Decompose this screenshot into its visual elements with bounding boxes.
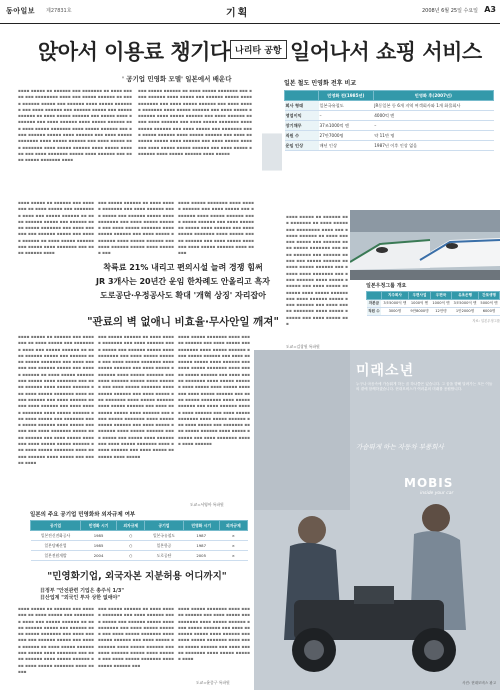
masthead — [0, 0, 500, 24]
comparison-table — [284, 90, 494, 151]
table-cell: 운임 인상 — [285, 141, 319, 151]
table-row — [31, 531, 248, 541]
section-title: 기획 — [226, 8, 250, 19]
table-row — [285, 101, 494, 111]
table-header-cell: 공기업 — [145, 521, 183, 531]
article-body-block: ▪▪▪▪ ▪▪▪▪▪ ▪▪ ▪▪▪▪▪▪ ▪▪▪ ▪▪▪▪▪▪▪ ▪▪ ▪▪▪▪ ▪▪▪▪▪ ▪▪▪ ▪▪▪▪▪▪▪▪ ▪▪▪▪ ▪▪▪ ▪▪▪▪▪ ▪▪▪▪▪▪ ▪▪ ▪▪▪▪ ▪▪▪▪▪▪ ▪▪▪▪▪ ▪▪▪ ▪▪▪▪▪▪ ▪▪▪▪ ▪▪▪▪▪ ▪▪▪▪▪▪▪ ▪▪▪ ▪▪▪▪ ▪▪▪▪▪▪ ▪▪▪ ▪▪▪▪▪▪ ▪▪▪▪▪ ▪▪▪ ▪▪▪▪▪ ▪▪▪▪▪▪ ▪▪ ▪▪▪▪ ▪▪▪▪▪ ▪▪▪▪▪▪ ▪▪▪ ▪▪▪▪▪ ▪▪▪▪ ▪▪▪▪▪▪▪ ▪▪▪ ▪▪▪▪ ▪▪▪▪▪▪ ▪▪▪▪ ▪▪▪▪▪ ▪▪▪▪▪▪ ▪▪▪ ▪▪▪▪ ▪▪▪▪▪ ▪▪▪▪▪▪▪ ▪▪▪▪ ▪▪▪▪▪ ▪▪▪▪▪▪ ▪▪▪ ▪▪▪▪ ▪▪▪▪▪▪ ▪▪▪▪▪ ▪▪▪▪ ▪▪▪▪▪▪ ▪▪▪ ▪▪▪▪ ▪▪▪▪▪ ▪▪▪▪▪▪▪ ▪▪▪▪ ▪▪▪▪▪ ▪▪▪▪▪▪ ▪▪▪ ▪▪▪▪ ▪▪▪▪▪ ▪▪▪ ▪▪▪▪▪▪▪ ▪▪▪▪ ▪▪▪▪▪ ▪▪▪▪▪▪ ▪▪▪▪ ▪▪▪▪▪ ▪▪▪▪▪▪ ▪▪▪ ▪▪▪▪ ▪▪▪▪▪▪▪ ▪▪▪▪▪ ▪▪▪▪ ▪▪▪▪▪▪ ▪▪▪ ▪▪▪▪ ▪▪▪▪▪ ▪▪▪▪▪▪▪ ▪▪▪▪ ▪▪▪▪▪ ▪▪▪▪▪ ▪▪▪▪▪▪ ▪▪▪ ▪▪▪▪ ▪▪▪▪▪ ▪▪▪▪▪▪▪ ▪▪▪▪ ▪▪▪▪▪ ▪▪▪▪▪▪ ▪▪▪▪ ▪▪▪▪▪ ▪▪▪ ▪▪▪▪▪ ▪▪▪▪ — [18, 334, 94, 465]
table-row — [285, 121, 494, 131]
headline-left: 앉아서 이용료 챙기다 — [38, 40, 230, 64]
deck-line-3: 도로공단·우정공사도 확대 '개혁 상징' 자리잡아 — [100, 291, 266, 300]
table-cell: 일본전신전화공사 — [31, 531, 81, 541]
table-cell: ○ — [117, 551, 145, 561]
headline-right: 일어나서 쇼핑 서비스 — [290, 40, 482, 64]
table-row — [31, 541, 248, 551]
table-cell: 약 11만 명 — [373, 131, 493, 141]
table-cell: ○ — [117, 531, 145, 541]
table-header-cell: 유초은행 — [451, 292, 478, 300]
table-header-cell: 민영화 전(1985년) — [319, 91, 374, 101]
comparison-title: 일본 철도 민영화 전후 비교 — [284, 80, 357, 87]
section-subdeck — [40, 588, 124, 602]
table-header-cell — [285, 91, 319, 101]
deck-line-1: 착륙료 21% 내리고 편의시설 늘려 경쟁 힘써 — [103, 263, 263, 272]
table-cell: 1만2000명 — [451, 308, 478, 316]
ad-body: 누구나 마음속에 가슴뛰게 하는 꿈 하나쯤은 있습니다. 그 꿈을 향해 달려가는 모든 이들의 곁에 함께하겠습니다. 현대모비스가 여러분의 미래를 응원합니다. — [356, 382, 493, 392]
investment-table-title: 일본의 주요 공기업 민영화와 외자규제 여부 — [30, 512, 136, 518]
table-cell: 일본전원개발 — [31, 551, 81, 561]
table-header-cell: 공기업 — [31, 521, 81, 531]
article-body-block: ▪▪▪▪ ▪▪▪▪▪ ▪▪ ▪▪▪▪▪▪ ▪▪▪ ▪▪▪▪▪▪▪ ▪▪ ▪▪▪▪ ▪▪▪▪▪ ▪▪▪ ▪▪▪▪▪▪▪▪ ▪▪▪▪ ▪▪▪ ▪▪▪▪▪ ▪▪▪▪▪▪ ▪▪ ▪▪▪▪ ▪▪▪▪▪▪ ▪▪▪▪▪ ▪▪▪ ▪▪▪▪▪▪ ▪▪▪▪ ▪▪▪▪▪ ▪▪▪▪▪▪▪ ▪▪▪ ▪▪▪▪ ▪▪▪▪▪▪ ▪▪▪ ▪▪▪▪▪▪ ▪▪▪▪▪ ▪▪▪ ▪▪▪▪▪ ▪▪▪▪▪▪ ▪▪ ▪▪▪▪ ▪▪▪▪▪ ▪▪▪▪▪▪ ▪▪▪ ▪▪▪▪▪ ▪▪▪▪ ▪▪▪▪▪▪▪ ▪▪▪ ▪▪▪▪ ▪▪▪▪▪▪ ▪▪▪▪ ▪▪▪▪▪ ▪▪▪▪▪▪ ▪▪▪ ▪▪▪▪ ▪▪▪▪▪ ▪▪▪▪▪▪▪ ▪▪▪▪ ▪▪▪▪▪ ▪▪▪▪▪▪ ▪▪▪ ▪▪▪▪ ▪▪▪▪▪▪ ▪▪▪▪▪ ▪▪▪▪ ▪▪▪▪▪▪ ▪▪▪ ▪▪▪▪ ▪▪▪▪▪ ▪▪▪▪▪▪▪ ▪▪▪▪ ▪▪▪▪▪ ▪▪▪▪▪▪ ▪▪▪ ▪▪▪▪ ▪▪▪▪▪ ▪▪▪ — [286, 214, 348, 327]
mobis-logo: MOBIS — [404, 476, 454, 490]
table-cell: 자본금 — [367, 300, 382, 308]
investment-table — [30, 520, 248, 561]
table-cell: 일본항공 — [145, 541, 183, 551]
table-cell: 1987 — [183, 541, 219, 551]
table-cell: JR동일본 등 6개 지역 여객회사와 1개 화물회사 — [373, 101, 493, 111]
japan-post-overview — [366, 282, 500, 344]
table-cell: 2005 — [183, 551, 219, 561]
table-cell: 3조5000억 엔 — [451, 300, 478, 308]
table-source: 자료: 일본우정그룹 — [472, 319, 500, 323]
table-cell: 4000억 엔 — [373, 111, 493, 121]
table-cell: 1985 — [80, 531, 116, 541]
table-cell: 12만명 — [431, 308, 452, 316]
table-cell: 1000억 엔 — [431, 300, 452, 308]
ad-caption: 사진: 현대모비스 광고 — [462, 681, 496, 685]
table-header-cell: 외자규제 — [219, 521, 247, 531]
table-cell: – — [319, 111, 374, 121]
article-body-block: ▪▪▪ ▪▪▪▪▪ ▪▪▪▪▪▪ ▪▪ ▪▪▪▪ ▪▪▪▪▪ ▪▪▪▪▪▪▪ ▪▪▪ ▪▪▪▪ ▪▪▪▪▪▪ ▪▪▪▪ ▪▪▪▪▪ ▪▪▪ ▪▪▪▪▪▪ ▪▪▪▪▪ ▪▪▪▪ ▪▪▪▪▪▪▪ ▪▪▪ ▪▪▪▪ ▪▪▪▪▪ ▪▪▪▪▪▪ ▪▪▪ ▪▪▪▪ ▪▪▪▪▪ ▪▪▪▪▪▪▪ ▪▪▪▪ ▪▪▪▪▪ ▪▪▪▪▪▪ ▪▪▪ ▪▪▪▪ ▪▪▪▪▪ ▪▪▪▪▪▪▪ ▪▪▪▪ ▪▪▪▪▪ ▪▪▪▪▪▪ ▪▪▪ ▪▪▪▪ ▪▪▪▪▪▪ ▪▪▪▪▪ ▪▪▪▪ ▪▪▪▪▪▪ ▪▪▪ ▪▪▪▪ ▪▪▪▪▪ ▪▪▪▪▪▪▪ ▪▪▪▪ ▪▪▪▪▪ ▪▪▪▪▪▪ ▪▪▪ ▪▪▪▪ ▪▪▪▪▪ ▪▪▪ ▪▪▪▪▪▪▪ ▪▪▪▪ ▪▪▪▪▪ ▪▪▪▪▪▪ ▪▪▪▪ ▪▪▪▪▪ ▪▪▪▪▪▪ ▪▪▪ ▪▪▪▪ ▪▪▪▪▪▪▪ ▪▪▪▪▪ ▪▪▪▪ ▪▪▪▪▪▪ ▪▪▪ ▪▪▪▪ ▪▪▪▪▪ ▪▪▪▪▪▪▪ ▪▪▪▪ ▪▪▪▪▪ ▪▪▪▪▪ ▪▪▪▪▪▪ ▪▪▪ ▪▪▪▪ ▪▪▪▪▪ ▪▪▪▪▪▪▪ ▪▪▪▪ ▪▪▪▪▪ ▪▪▪▪▪▪ ▪▪▪▪ ▪▪▪▪▪ — [138, 88, 252, 156]
table-cell: 일본담배산업 — [31, 541, 81, 551]
table-cell: 1987년 이후 인상 없음 — [373, 141, 493, 151]
table-row — [367, 300, 500, 308]
table-header-cell: 우편사업 — [408, 292, 430, 300]
article-body-block: ▪▪▪ ▪▪▪▪▪ ▪▪▪▪▪▪ ▪▪ ▪▪▪▪ ▪▪▪▪▪ ▪▪▪▪▪▪▪ ▪▪▪ ▪▪▪▪ ▪▪▪▪▪▪ ▪▪▪▪ ▪▪▪▪▪ ▪▪▪ ▪▪▪▪▪▪ ▪▪▪▪▪ ▪▪▪▪ ▪▪▪▪▪▪▪ ▪▪▪ ▪▪▪▪ ▪▪▪▪▪ ▪▪▪▪▪▪ ▪▪▪ ▪▪▪▪ ▪▪▪▪▪ ▪▪▪▪▪▪▪ ▪▪▪▪ ▪▪▪▪▪ ▪▪▪▪▪▪ ▪▪▪ ▪▪▪▪ ▪▪▪▪▪ ▪▪▪▪▪▪▪ ▪▪▪▪ ▪▪▪▪▪ ▪▪▪▪▪▪ ▪▪▪ ▪▪▪▪ ▪▪▪▪▪▪ ▪▪▪▪▪ ▪▪▪▪ ▪▪▪▪▪▪ ▪▪▪ — [98, 200, 174, 256]
table-header-cell: 우편국 — [431, 292, 452, 300]
ad-title: 미래소년 — [356, 363, 415, 379]
subdeck-line-2: 日산업계 "외국인 투자 상한 없애야" — [40, 595, 120, 601]
table-cell: 영업이익 — [285, 111, 319, 121]
byline: 도쿄=윤종구 특파원 — [196, 680, 230, 685]
byline: 도쿄=김창원 특파원 — [286, 344, 320, 349]
table-cell: 3조5000억 엔 — [381, 300, 408, 308]
issue-number: 제27831호 — [46, 8, 72, 14]
subdeck: ' 공기업 민영화 모델' 일본에서 배운다 — [122, 75, 232, 83]
table-cell: 6000명 — [479, 308, 500, 316]
deck-line-2: JR 3개사는 20년간 운임 한차례도 안올리고 흑자 — [96, 277, 270, 286]
table-cell: 2004 — [80, 551, 116, 561]
table-cell: – — [373, 121, 493, 131]
rail-privatization-comparison — [284, 78, 494, 210]
table-cell: 27만7000명 — [319, 131, 374, 141]
table-header-row — [367, 292, 500, 300]
table-cell: 37조1000억 엔 — [319, 121, 374, 131]
table-row — [285, 131, 494, 141]
table-cell: 1985 — [80, 541, 116, 551]
japan-post-table — [366, 291, 500, 316]
article-body-block: ▪▪▪▪ ▪▪▪▪▪ ▪▪ ▪▪▪▪▪▪ ▪▪▪ ▪▪▪▪▪▪▪ ▪▪ ▪▪▪▪ ▪▪▪▪▪ ▪▪▪ ▪▪▪▪▪▪▪▪ ▪▪▪▪ ▪▪▪ ▪▪▪▪▪ ▪▪▪▪▪▪ ▪▪ ▪▪▪▪ ▪▪▪▪▪▪ ▪▪▪▪▪ ▪▪▪ ▪▪▪▪▪▪ ▪▪▪▪ ▪▪▪▪▪ ▪▪▪▪▪▪▪ ▪▪▪ ▪▪▪▪ ▪▪▪▪▪▪ ▪▪▪ ▪▪▪▪▪▪ ▪▪▪▪▪ ▪▪▪ ▪▪▪▪▪ ▪▪▪▪▪▪ ▪▪ ▪▪▪▪ ▪▪▪▪▪ ▪▪▪▪▪▪ ▪▪▪ ▪▪▪▪▪ ▪▪▪▪ ▪▪▪▪▪▪▪ ▪▪▪ ▪▪▪▪ ▪▪▪▪▪▪ ▪▪▪▪ ▪▪▪▪▪ ▪▪▪▪▪▪ ▪▪▪ ▪▪▪▪ ▪▪▪▪▪ ▪▪▪▪▪▪▪ ▪▪▪▪ ▪▪▪▪▪ — [18, 606, 94, 674]
table-cell: 도로공단 — [145, 551, 183, 561]
table-header-cell: 간포생명 — [479, 292, 500, 300]
table-cell: 1000억 엔 — [408, 300, 430, 308]
table-cell: 회사 형태 — [285, 101, 319, 111]
page-number: A3 — [484, 5, 496, 14]
table-row — [285, 141, 494, 151]
article-body-block: ▪▪▪ ▪▪▪▪▪ ▪▪▪▪▪▪ ▪▪ ▪▪▪▪ ▪▪▪▪▪ ▪▪▪▪▪▪▪ ▪▪▪ ▪▪▪▪ ▪▪▪▪▪▪ ▪▪▪▪ ▪▪▪▪▪ ▪▪▪ ▪▪▪▪▪▪ ▪▪▪▪▪ ▪▪▪▪ ▪▪▪▪▪▪▪ ▪▪▪ ▪▪▪▪ ▪▪▪▪▪ ▪▪▪▪▪▪ ▪▪▪ ▪▪▪▪ ▪▪▪▪▪ ▪▪▪▪▪▪▪ ▪▪▪▪ ▪▪▪▪▪ ▪▪▪▪▪▪ ▪▪▪ ▪▪▪▪ ▪▪▪▪▪ ▪▪▪▪▪▪▪ ▪▪▪▪ ▪▪▪▪▪ ▪▪▪▪▪▪ ▪▪▪ ▪▪▪▪ ▪▪▪▪▪▪ ▪▪▪▪▪ ▪▪▪▪ ▪▪▪▪▪▪ ▪▪▪ ▪▪▪▪ ▪▪▪▪▪ ▪▪▪▪▪▪▪ ▪▪▪▪ ▪▪▪▪▪ ▪▪▪▪▪▪ ▪▪▪ — [98, 606, 174, 668]
table-cell: 일본국유철도 — [145, 531, 183, 541]
main-headline — [0, 32, 500, 66]
table-header-cell — [367, 292, 382, 300]
table-cell: ○ — [117, 541, 145, 551]
section-headline: "민영화기업, 외국자본 지분허용 어디까지" — [47, 571, 227, 582]
publish-date: 2008년 6월 25일 수요일 — [421, 8, 478, 14]
newspaper-logo: 동아일보 — [6, 7, 36, 15]
table-cell: × — [219, 531, 247, 541]
table-cell: 직원 수 — [285, 131, 319, 141]
table-header-cell: 민영화 후(2007년) — [373, 91, 493, 101]
table-row — [31, 551, 248, 561]
article-body-block: ▪▪▪▪ ▪▪▪▪▪ ▪▪ ▪▪▪▪▪▪ ▪▪▪ ▪▪▪▪▪▪▪ ▪▪ ▪▪▪▪ ▪▪▪▪▪ ▪▪▪ ▪▪▪▪▪▪▪▪ ▪▪▪▪ ▪▪▪ ▪▪▪▪▪ ▪▪▪▪▪▪ ▪▪ ▪▪▪▪ ▪▪▪▪▪▪ ▪▪▪▪▪ ▪▪▪ ▪▪▪▪▪▪ ▪▪▪▪ ▪▪▪▪▪ ▪▪▪▪▪▪▪ ▪▪▪ ▪▪▪▪ ▪▪▪▪▪▪ ▪▪▪ ▪▪▪▪▪▪ ▪▪▪▪▪ ▪▪▪ ▪▪▪▪▪ ▪▪▪▪▪▪ ▪▪ ▪▪▪▪ ▪▪▪▪▪ ▪▪▪▪▪▪ ▪▪▪ ▪▪▪▪▪ ▪▪▪▪ ▪▪▪▪▪▪▪ ▪▪▪ ▪▪▪▪ ▪▪▪▪▪▪ ▪▪▪▪ — [18, 200, 94, 256]
table-cell: 5000억 엔 — [479, 300, 500, 308]
table-header-cell: 민영화 시기 — [183, 521, 219, 531]
article-body-block: ▪▪▪▪ ▪▪▪▪▪ ▪▪▪▪▪▪▪ ▪▪▪▪ ▪▪▪▪▪ ▪▪▪▪▪▪ ▪▪▪ ▪▪▪▪ ▪▪▪▪▪ ▪▪▪ ▪▪▪▪▪▪▪ ▪▪▪▪ ▪▪▪▪▪ ▪▪▪▪▪▪ ▪▪▪▪ ▪▪▪▪▪ ▪▪▪▪▪▪ ▪▪▪ ▪▪▪▪ ▪▪▪▪▪▪▪ ▪▪▪▪▪ ▪▪▪▪ ▪▪▪▪▪▪ ▪▪▪ ▪▪▪▪ ▪▪▪▪▪ ▪▪▪▪▪▪▪ ▪▪▪▪ ▪▪▪▪▪ ▪▪▪▪▪ ▪▪▪▪▪▪ ▪▪▪ ▪▪▪▪ ▪▪▪▪▪ ▪▪▪▪▪▪▪ ▪▪▪▪ ▪▪▪▪▪ ▪▪▪▪▪▪ ▪▪▪▪ — [178, 606, 250, 662]
table-cell: 1987 — [183, 531, 219, 541]
table-row — [285, 111, 494, 121]
table-cell: 9만8000명 — [408, 308, 430, 316]
article-body-block: ▪▪▪ ▪▪▪▪▪ ▪▪▪▪▪▪ ▪▪ ▪▪▪▪ ▪▪▪▪▪ ▪▪▪▪▪▪▪ ▪▪▪ ▪▪▪▪ ▪▪▪▪▪▪ ▪▪▪▪ ▪▪▪▪▪ ▪▪▪ ▪▪▪▪▪▪ ▪▪▪▪▪ ▪▪▪▪ ▪▪▪▪▪▪▪ ▪▪▪ ▪▪▪▪ ▪▪▪▪▪ ▪▪▪▪▪▪ ▪▪▪ ▪▪▪▪ ▪▪▪▪▪ ▪▪▪▪▪▪▪ ▪▪▪▪ ▪▪▪▪▪ ▪▪▪▪▪▪ ▪▪▪ ▪▪▪▪ ▪▪▪▪▪ ▪▪▪▪▪▪▪ ▪▪▪▪ ▪▪▪▪▪ ▪▪▪▪▪▪ ▪▪▪ ▪▪▪▪ ▪▪▪▪▪▪ ▪▪▪▪▪ ▪▪▪▪ ▪▪▪▪▪▪ ▪▪▪ ▪▪▪▪ ▪▪▪▪▪ ▪▪▪▪▪▪▪ ▪▪▪▪ ▪▪▪▪▪ ▪▪▪▪▪▪ ▪▪▪ ▪▪▪▪ ▪▪▪▪▪ ▪▪▪ ▪▪▪▪▪▪▪ ▪▪▪▪ ▪▪▪▪▪ ▪▪▪▪▪▪ ▪▪▪▪ ▪▪▪▪▪ ▪▪▪▪▪▪ ▪▪▪ ▪▪▪▪ ▪▪▪▪▪▪▪ ▪▪▪▪▪ ▪▪▪▪ ▪▪▪▪▪▪ ▪▪▪ ▪▪▪▪ ▪▪▪▪▪ ▪▪▪▪▪▪▪ ▪▪▪▪ ▪▪▪▪▪ ▪▪▪▪▪ ▪▪▪▪▪▪ ▪▪▪ ▪▪▪▪ ▪▪▪▪▪ ▪▪▪▪▪▪▪ ▪▪▪▪ ▪▪▪▪▪ ▪▪▪▪▪▪ ▪▪▪▪ ▪▪▪▪▪ ▪▪▪ ▪▪▪▪▪ ▪▪▪▪ ▪▪▪▪▪▪ ▪▪▪ ▪▪▪▪ ▪▪▪▪▪ ▪▪▪▪▪▪▪ ▪▪▪▪ ▪▪▪▪▪ ▪▪▪▪▪▪ ▪▪▪ ▪▪▪▪ ▪▪▪▪▪ ▪▪▪▪▪▪▪ ▪▪▪▪ ▪▪▪▪▪ — [98, 334, 174, 459]
mobis-tagline: inside your car — [420, 491, 454, 496]
japan-post-title: 일본우정그룹 개요 — [366, 283, 407, 289]
ad-slogan: 가슴뛰게 하는 자동차 부품회사 — [356, 443, 444, 451]
article-body-block: ▪▪▪▪ ▪▪▪▪▪ ▪▪▪▪▪▪▪ ▪▪▪▪ ▪▪▪▪▪ ▪▪▪▪▪▪ ▪▪▪ ▪▪▪▪ ▪▪▪▪▪ ▪▪▪ ▪▪▪▪▪▪▪ ▪▪▪▪ ▪▪▪▪▪ ▪▪▪▪▪▪ ▪▪▪▪ ▪▪▪▪▪ ▪▪▪▪▪▪ ▪▪▪ ▪▪▪▪ ▪▪▪▪▪▪▪ ▪▪▪▪▪ ▪▪▪▪ ▪▪▪▪▪▪ ▪▪▪ ▪▪▪▪ ▪▪▪▪▪ ▪▪▪▪▪▪▪ ▪▪▪▪ ▪▪▪▪▪ ▪▪▪▪▪ ▪▪▪▪▪▪ ▪▪▪ ▪▪▪▪ ▪▪▪▪▪ ▪▪▪▪▪▪▪ ▪▪▪▪ ▪▪▪▪▪ ▪▪▪▪▪▪ ▪▪▪▪ ▪▪▪▪▪ — [178, 200, 254, 256]
shinkansen-photo — [350, 210, 500, 280]
article-body-block: ▪▪▪▪ ▪▪▪▪▪ ▪▪ ▪▪▪▪▪▪ ▪▪▪ ▪▪▪▪▪▪▪ ▪▪ ▪▪▪▪ ▪▪▪▪▪ ▪▪▪ ▪▪▪▪▪▪▪▪ ▪▪▪▪ ▪▪▪ ▪▪▪▪▪ ▪▪▪▪▪▪ ▪▪ ▪▪▪▪ ▪▪▪▪▪▪ ▪▪▪▪▪ ▪▪▪ ▪▪▪▪▪▪ ▪▪▪▪ ▪▪▪▪▪ ▪▪▪▪▪▪▪ ▪▪▪ ▪▪▪▪ ▪▪▪▪▪▪ ▪▪▪ ▪▪▪▪▪▪ ▪▪▪▪▪ ▪▪▪ ▪▪▪▪▪ ▪▪▪▪▪▪ ▪▪ ▪▪▪▪ ▪▪▪▪▪ ▪▪▪▪▪▪ ▪▪▪ ▪▪▪▪▪ ▪▪▪▪ ▪▪▪▪▪▪▪ ▪▪▪ ▪▪▪▪ ▪▪▪▪▪▪ ▪▪▪▪ ▪▪▪▪▪ ▪▪▪▪▪▪ ▪▪▪ ▪▪▪▪ ▪▪▪▪▪ ▪▪▪▪▪▪▪ ▪▪▪▪ ▪▪▪▪▪ ▪▪▪▪▪▪ ▪▪▪ ▪▪▪▪ ▪▪▪▪▪▪ ▪▪▪▪▪ ▪▪▪▪ ▪▪▪▪▪▪ ▪▪▪ ▪▪▪▪ ▪▪▪▪▪ ▪▪▪▪▪▪▪ ▪▪▪▪ ▪▪▪▪▪ ▪▪▪▪▪▪ ▪▪▪ ▪▪▪▪ ▪▪▪▪▪ ▪▪▪ ▪▪▪▪▪▪▪ ▪▪▪▪ ▪▪▪▪▪ ▪▪▪▪▪▪ ▪▪▪▪ ▪▪▪▪▪ ▪▪▪▪▪▪ ▪▪▪ ▪▪▪▪ ▪▪▪▪▪▪▪ ▪▪▪▪▪ ▪▪▪▪ ▪▪▪▪▪▪ ▪▪▪ ▪▪▪▪ ▪▪▪▪▪ ▪▪▪▪▪▪▪ ▪▪▪▪ — [18, 88, 132, 163]
byline: 도쿄=서영아 특파원 — [190, 502, 224, 507]
table-cell: 일본국유철도 — [319, 101, 374, 111]
section-headline: "관료의 벽 없애니 비효율·무사안일 깨져" — [87, 316, 279, 328]
table-header-cell: 지주회사 — [381, 292, 408, 300]
table-row — [367, 308, 500, 316]
ad-photo — [254, 350, 500, 690]
table-cell: 장기채무 — [285, 121, 319, 131]
table-cell: 직원 수 — [367, 308, 382, 316]
table-header-cell: 외자규제 — [117, 521, 145, 531]
table-header-cell: 민영화 시기 — [80, 521, 116, 531]
subdeck-line-1: 日정부 "안전관련 기업은 총주식 1/3" — [40, 588, 124, 594]
headline-tag: 나리타 공항 — [230, 40, 287, 59]
table-header-row — [285, 91, 494, 101]
table-cell: × — [219, 551, 247, 561]
mobis-advertisement[interactable] — [254, 350, 500, 690]
table-header-row — [31, 521, 248, 531]
table-cell: × — [219, 541, 247, 551]
table-cell: 3000명 — [381, 308, 408, 316]
table-cell: 매년 인상 — [319, 141, 374, 151]
train-photo — [262, 92, 282, 212]
article-body-block: ▪▪▪▪ ▪▪▪▪▪ ▪▪▪▪▪▪▪ ▪▪▪▪ ▪▪▪▪▪ ▪▪▪▪▪▪ ▪▪▪ ▪▪▪▪ ▪▪▪▪▪ ▪▪▪ ▪▪▪▪▪▪▪ ▪▪▪▪ ▪▪▪▪▪ ▪▪▪▪▪▪ ▪▪▪▪ ▪▪▪▪▪ ▪▪▪▪▪▪ ▪▪▪ ▪▪▪▪ ▪▪▪▪▪▪▪ ▪▪▪▪▪ ▪▪▪▪ ▪▪▪▪▪▪ ▪▪▪ ▪▪▪▪ ▪▪▪▪▪ ▪▪▪▪▪▪▪ ▪▪▪▪ ▪▪▪▪▪ ▪▪▪▪▪ ▪▪▪▪▪▪ ▪▪▪ ▪▪▪▪ ▪▪▪▪▪ ▪▪▪▪▪▪▪ ▪▪▪▪ ▪▪▪▪▪ ▪▪▪▪▪▪ ▪▪▪▪ ▪▪▪▪▪ ▪▪▪▪ ▪▪▪▪▪ ▪▪▪▪▪▪▪ ▪▪▪▪ ▪▪▪▪▪ ▪▪▪▪▪▪ ▪▪▪ ▪▪▪▪ ▪▪▪▪▪ ▪▪▪▪▪▪▪ ▪▪▪▪ ▪▪▪▪▪ ▪▪▪▪▪▪ ▪▪▪ ▪▪▪▪ ▪▪▪▪▪▪ ▪▪▪▪▪ ▪▪▪▪ ▪▪▪▪▪▪ ▪▪▪ ▪▪▪▪ ▪▪▪▪▪ ▪▪▪▪▪▪▪ ▪▪▪▪ ▪▪▪▪▪ ▪▪▪▪▪▪ ▪▪▪ ▪▪▪▪ ▪▪▪▪▪ ▪▪▪ ▪▪▪▪▪▪▪ ▪▪▪▪ ▪▪▪▪▪ ▪▪▪▪▪▪ ▪▪▪▪ ▪▪▪▪▪ ▪▪▪▪▪▪ ▪▪▪ ▪▪▪▪ ▪▪▪▪▪▪▪ ▪▪▪▪▪ ▪▪▪▪ ▪▪▪▪▪▪ — [178, 334, 250, 447]
